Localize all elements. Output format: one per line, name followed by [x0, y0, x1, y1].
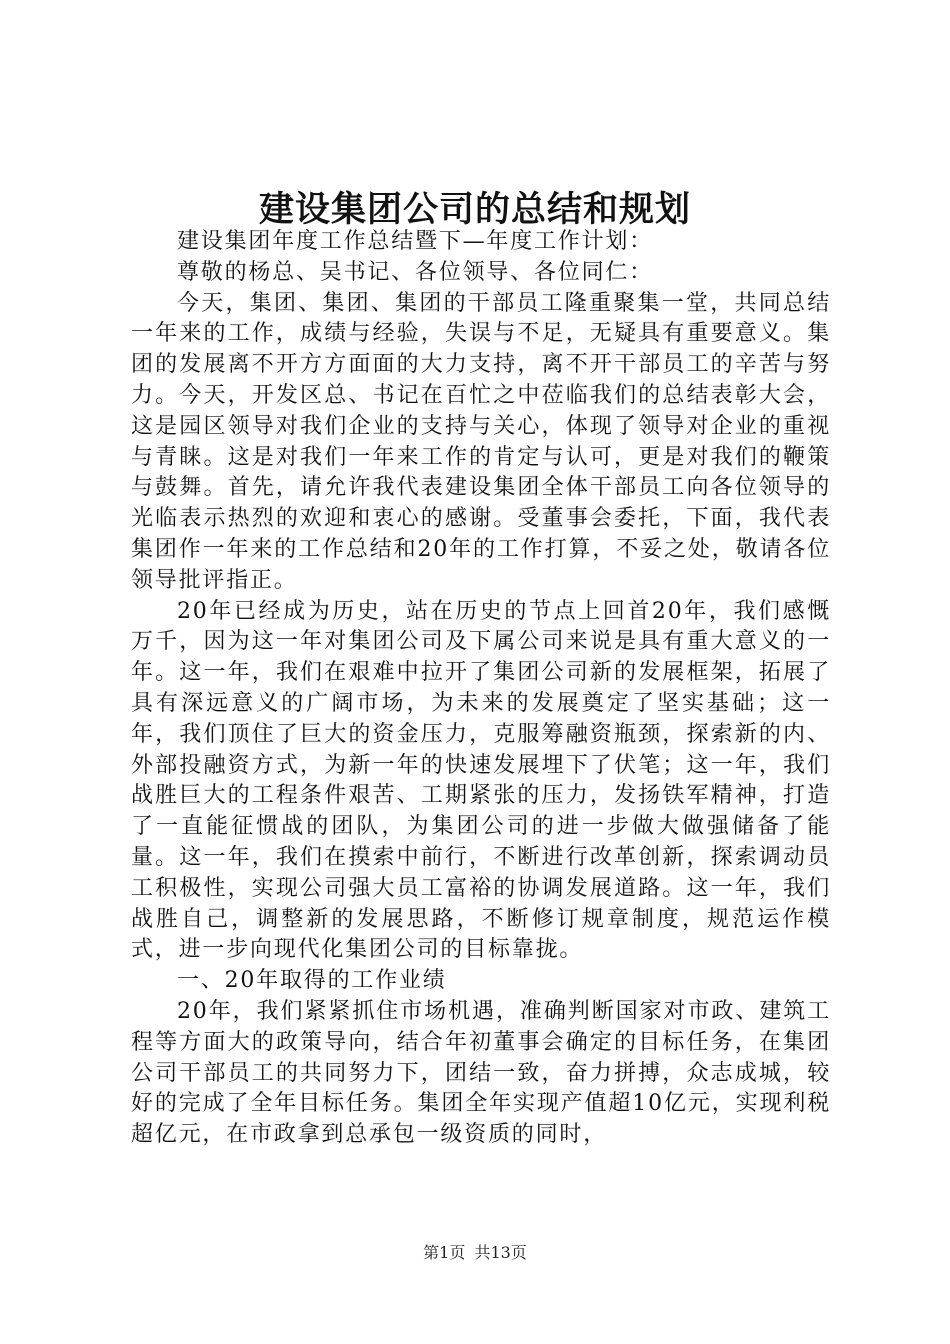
- subtitle-line: 建设集团年度工作总结暨下—年度工作计划：: [177, 229, 654, 254]
- section-heading: 一、20年取得的工作业绩: [177, 968, 447, 994]
- paragraph-achievements: 20年，我们紧紧抓住市场机遇，准确判断国家对市政、建筑工程等方面大的政策导向，结合年初董事会确定的目标任务，在集团公司干部员工的共同努力下，团结一致，奋力拼搏，众志成城，较好的完成了全年目标任务。集团全年实现产值超10亿元，实现利税超亿元，在市政拿到总承包一级资质的同时，: [131, 998, 831, 1148]
- page-footer: [0, 1242, 950, 1264]
- document-title: 建设集团公司的总结和规划: [258, 189, 691, 230]
- paragraph-review: 20年已经成为历史，站在历史的节点上回首20年，我们感慨万千，因为这一年对集团公司及下属公司来说是具有重大意义的一年。这一年，我们在艰难中拉开了集团公司新的发展框架，拓展了具有深远意义的广阔市场，为未来的发展奠定了坚实基础；这一年，我们顶住了巨大的资金压力，克服筹融资瓶颈，探索新的内、外部投融资方式，为新一年的快速发展埋下了伏笔；这一年，我们战胜巨大的工程条件艰苦、工期紧张的压力，发扬铁军精神，打造了一直能征惯战的团队，为集团公司的进一步做大做强储备了能量。这一年，我们在摸索中前行，不断进行改革创新，探索调动员工积极性，实现公司强大员工富裕的协调发展道路。这一年，我们战胜自己，调整新的发展思路，不断修订规章制度，规范运作模式，进一步向现代化集团公司的目标靠拢。: [131, 598, 831, 963]
- paragraph-opening: 今天，集团、集团、集团的干部员工隆重聚集一堂，共同总结一年来的工作，成绩与经验，失误与不足，无疑具有重要意义。集团的发展离不开方方面面的大力支持，离不开干部员工的辛苦与努力。今天，开发区总、书记在百忙之中莅临我们的总结表彰大会，这是园区领导对我们企业的支持与关心，体现了领导对企业的重视与青睐。这是对我们一年来工作的肯定与认可，更是对我们的鞭策与鼓舞。首先，请允许我代表建设集团全体干部员工向各位领导的光临表示热烈的欢迎和衷心的感谢。受董事会委托，下面，我代表集团作一年来的工作总结和20年的工作打算，不妥之处，敬请各位领导批评指正。: [131, 290, 831, 593]
- document-body: [131, 207, 831, 1151]
- page-total: 共13页: [474, 1243, 527, 1262]
- salutation-line: 尊敬的杨总、吴书记、各位领导、各位同仁：: [177, 259, 654, 285]
- page-number: 第1页: [423, 1243, 466, 1262]
